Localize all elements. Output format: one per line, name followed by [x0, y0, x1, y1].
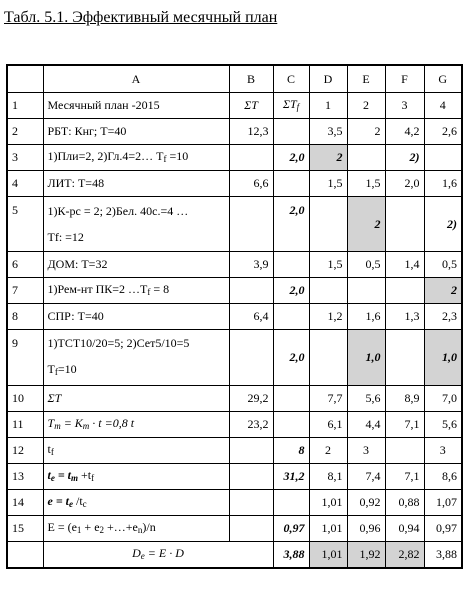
row-number: 6	[7, 251, 43, 277]
cell-c	[273, 489, 309, 515]
cell-f: 7,1	[385, 411, 424, 437]
table-row	[7, 489, 462, 515]
row-label: $t_e = t_m +t_f$	[43, 463, 229, 489]
cell-f: 2,82	[385, 541, 424, 568]
row-label: 1)К-рс = 2; 2)Бел. 40с.=4 … Tf: =12	[43, 196, 229, 251]
row-number: 1	[7, 92, 43, 118]
row-label: 1)Рем-нт ПК=2 $\dots T_f = 8$	[43, 277, 229, 303]
table-row	[7, 463, 462, 489]
cell-g: 2)	[424, 196, 462, 251]
cell-d: 6,1	[309, 411, 347, 437]
cell-g: 2,3	[424, 303, 462, 329]
row-label: ΣT	[43, 385, 229, 411]
cell-c: 0,97	[273, 515, 309, 541]
table-row	[7, 251, 462, 277]
cell-b: 29,2	[229, 385, 273, 411]
cell-c: 31,2	[273, 463, 309, 489]
table-row	[7, 92, 462, 118]
cell-f: 1,3	[385, 303, 424, 329]
row-label: $e = t_e$ $/t_c$	[43, 489, 229, 515]
header-col-b: B	[229, 65, 273, 92]
table-header-row	[7, 65, 462, 92]
cell-d: 1	[309, 92, 347, 118]
row-number: 5	[7, 196, 43, 251]
row-number: 10	[7, 385, 43, 411]
cell-e: 0,96	[347, 515, 385, 541]
cell-f: 0,94	[385, 515, 424, 541]
cell-f	[385, 437, 424, 463]
cell-e: 2	[347, 92, 385, 118]
row-number	[7, 541, 43, 568]
row-number: 3	[7, 144, 43, 170]
cell-g: 1,6	[424, 170, 462, 196]
table-row	[7, 118, 462, 144]
row-label: $D_e = E \cdot D$	[43, 541, 273, 568]
cell-g: 1,07	[424, 489, 462, 515]
table-row	[7, 196, 462, 251]
cell-e	[347, 277, 385, 303]
cell-g: 3,88	[424, 541, 462, 568]
cell-b: 6,4	[229, 303, 273, 329]
cell-c: 3,88	[273, 541, 309, 568]
cell-b: 3,9	[229, 251, 273, 277]
cell-e: 1,92	[347, 541, 385, 568]
cell-g: 4	[424, 92, 462, 118]
cell-f: 7,1	[385, 463, 424, 489]
cell-e: 2	[347, 118, 385, 144]
cell-e: 7,4	[347, 463, 385, 489]
cell-c	[273, 251, 309, 277]
cell-d: 8,1	[309, 463, 347, 489]
cell-d: 1,01	[309, 489, 347, 515]
cell-c: 2,0	[273, 144, 309, 170]
cell-f: 2,0	[385, 170, 424, 196]
cell-d	[309, 329, 347, 385]
table-row	[7, 385, 462, 411]
row-label: ЛИТ: T=48	[43, 170, 229, 196]
table-row	[7, 437, 462, 463]
cell-e	[347, 144, 385, 170]
cell-b	[229, 437, 273, 463]
cell-g: 0,5	[424, 251, 462, 277]
cell-b: 6,6	[229, 170, 273, 196]
cell-e: 0,5	[347, 251, 385, 277]
cell-g: 1,0	[424, 329, 462, 385]
cell-f: 0,88	[385, 489, 424, 515]
cell-e: 4,4	[347, 411, 385, 437]
cell-f: 4,2	[385, 118, 424, 144]
cell-d: 1,5	[309, 170, 347, 196]
cell-d: 2	[309, 437, 347, 463]
monthly-plan-table	[6, 64, 463, 569]
cell-g: 0,97	[424, 515, 462, 541]
cell-d: 7,7	[309, 385, 347, 411]
cell-f: 8,9	[385, 385, 424, 411]
row-number: 4	[7, 170, 43, 196]
row-number: 8	[7, 303, 43, 329]
cell-b: 12,3	[229, 118, 273, 144]
cell-c	[273, 411, 309, 437]
cell-f	[385, 277, 424, 303]
cell-g: 5,6	[424, 411, 462, 437]
cell-d: 1,2	[309, 303, 347, 329]
row-number: 14	[7, 489, 43, 515]
cell-f	[385, 329, 424, 385]
cell-f	[385, 196, 424, 251]
table-row	[7, 277, 462, 303]
sum-tf-header: $\Sigma T_f$	[273, 92, 309, 118]
cell-g: 8,6	[424, 463, 462, 489]
cell-e: 1,0	[347, 329, 385, 385]
table-row	[7, 170, 462, 196]
cell-d	[309, 277, 347, 303]
cell-c: 8	[273, 437, 309, 463]
row-label: 1)ТСТ10/20=5; 2)Сет5/10=5 $T_f=10$	[43, 329, 229, 385]
cell-c	[273, 303, 309, 329]
row-number: 7	[7, 277, 43, 303]
row-label: 1)Пли=2, 2)Гл.4=2… $T_f =10$	[43, 144, 229, 170]
header-col-f: F	[385, 65, 424, 92]
cell-c	[273, 118, 309, 144]
cell-d: 3,5	[309, 118, 347, 144]
row-label: $E = (e_1 + e_2$ $+\dots+e_n)/n$	[43, 515, 229, 541]
cell-b	[229, 489, 273, 515]
cell-e: 1,6	[347, 303, 385, 329]
header-col-d: D	[309, 65, 347, 92]
cell-f: 1,4	[385, 251, 424, 277]
header-corner	[7, 65, 43, 92]
row-number: 11	[7, 411, 43, 437]
cell-b	[229, 277, 273, 303]
cell-g: 7,0	[424, 385, 462, 411]
cell-g	[424, 144, 462, 170]
cell-e: 2	[347, 196, 385, 251]
table-title: Табл. 5.1. Эффективный месячный план	[4, 9, 278, 26]
table-row	[7, 515, 462, 541]
sum-t-header: ΣT	[229, 92, 273, 118]
cell-c	[273, 385, 309, 411]
table-row	[7, 144, 462, 170]
table-row	[7, 541, 462, 568]
cell-e: 1,5	[347, 170, 385, 196]
row-number: 13	[7, 463, 43, 489]
row-number: 2	[7, 118, 43, 144]
header-col-a: A	[43, 65, 229, 92]
cell-g: 2	[424, 277, 462, 303]
table-row	[7, 411, 462, 437]
cell-b	[229, 515, 273, 541]
cell-c: 2,0	[273, 196, 309, 251]
row-label: Месячный план -2015	[43, 92, 229, 118]
header-col-e: E	[347, 65, 385, 92]
cell-d: 1,01	[309, 515, 347, 541]
cell-b	[229, 463, 273, 489]
cell-c: 2,0	[273, 329, 309, 385]
cell-d: 1,01	[309, 541, 347, 568]
cell-e: 3	[347, 437, 385, 463]
cell-b	[229, 196, 273, 251]
row-number: 12	[7, 437, 43, 463]
row-label: ДОМ: T=32	[43, 251, 229, 277]
cell-d	[309, 196, 347, 251]
table-row	[7, 303, 462, 329]
row-number: 15	[7, 515, 43, 541]
cell-e: 0,92	[347, 489, 385, 515]
cell-c	[273, 170, 309, 196]
table-row	[7, 329, 462, 385]
cell-b: 23,2	[229, 411, 273, 437]
row-label: СПР: T=40	[43, 303, 229, 329]
cell-f: 2)	[385, 144, 424, 170]
cell-b	[229, 144, 273, 170]
row-label: $T_m = K_m \cdot t =0,8$ t	[43, 411, 229, 437]
row-label: РБТ: Кнг; T=40	[43, 118, 229, 144]
cell-c: 2,0	[273, 277, 309, 303]
cell-g: 2,6	[424, 118, 462, 144]
cell-g: 3	[424, 437, 462, 463]
header-col-g: G	[424, 65, 462, 92]
row-label: $t_f$	[43, 437, 229, 463]
row-number: 9	[7, 329, 43, 385]
cell-f: 3	[385, 92, 424, 118]
header-col-c: C	[273, 65, 309, 92]
cell-d: 2	[309, 144, 347, 170]
cell-d: 1,5	[309, 251, 347, 277]
cell-b	[229, 329, 273, 385]
cell-e: 5,6	[347, 385, 385, 411]
